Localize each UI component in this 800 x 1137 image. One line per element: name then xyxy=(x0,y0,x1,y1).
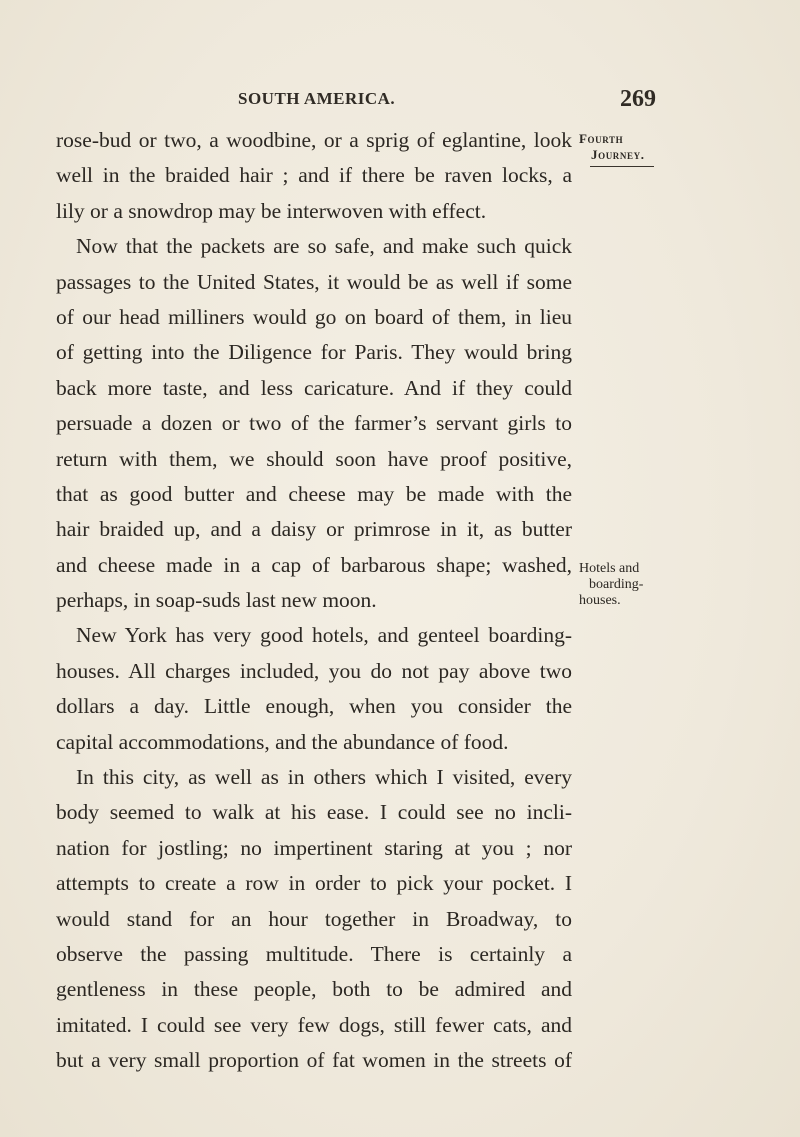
margin-note-journey-line: Journey. xyxy=(591,147,645,162)
text-line: observe the passing multitude. There is certainly a xyxy=(56,941,572,966)
text-line: well in the braided hair ; and if there be raven locks, a xyxy=(56,163,572,188)
text-line: dollars a day. Little enough, when you consider the xyxy=(56,694,572,719)
text-line: but a very small proportion of fat women in the streets of xyxy=(56,1048,572,1073)
text-line: perhaps, in soap-suds last new moon. xyxy=(56,588,377,613)
text-line: In this city, as well as in others which I visited, every xyxy=(76,765,572,790)
running-head xyxy=(0,86,800,116)
text-line: rose-bud or two, a woodbine, or a sprig of eglantine, look xyxy=(56,128,572,152)
running-title: SOUTH AMERICA. xyxy=(238,89,396,108)
text-line: New York has very good hotels, and genteel boarding- xyxy=(76,623,572,648)
text-line: and cheese made in a cap of barbarous shape; washed, xyxy=(56,552,572,577)
text-line: return with them, we should soon have proof positive, xyxy=(56,446,572,471)
text-line: that as good butter and cheese may be made with the xyxy=(56,481,572,506)
text-line: of getting into the Diligence for Paris. They would bring xyxy=(56,340,572,365)
text-line: Now that the packets are so safe, and make such quick xyxy=(76,234,572,259)
text-line: passages to the United States, it would be as well if some xyxy=(56,269,572,294)
text-line: attempts to create a row in order to pick your pocket. I xyxy=(56,871,572,896)
text-line: capital accommodations, and the abundance of food. xyxy=(56,729,509,754)
margin-note-hotels-line: Hotels and xyxy=(579,561,640,576)
body-text xyxy=(56,123,572,1079)
text-line: houses. All charges included, you do not pay above two xyxy=(56,658,572,683)
margin-note-hotels-line: boarding- xyxy=(589,577,644,592)
text-line: back more taste, and less caricature. And if they could xyxy=(56,375,572,400)
margin-note-hotels-line: houses. xyxy=(579,593,621,608)
text-line: imitated. I could see very few dogs, still fewer cats, and xyxy=(56,1012,572,1037)
margin-note-rule xyxy=(590,166,654,167)
margin-note-hotels xyxy=(579,561,669,609)
text-line: would stand for an hour together in Broadway, to xyxy=(56,906,572,931)
text-line: gentleness in these people, both to be admired and xyxy=(56,977,572,1002)
margin-note-journey xyxy=(579,131,659,163)
text-line: body seemed to walk at his ease. I could see no incli- xyxy=(56,800,572,825)
text-line: lily or a snowdrop may be interwoven with effect. xyxy=(56,198,487,223)
margin-note-journey-line: Fourth xyxy=(579,131,624,146)
page-number: 269 xyxy=(620,86,656,112)
text-line: nation for jostling; no impertinent staring at you ; nor xyxy=(56,835,572,860)
text-line: of our head milliners would go on board of them, in lieu xyxy=(56,304,572,329)
text-line: persuade a dozen or two of the farmer’s servant girls to xyxy=(56,411,572,436)
text-line: hair braided up, and a daisy or primrose in it, as butter xyxy=(56,517,572,542)
